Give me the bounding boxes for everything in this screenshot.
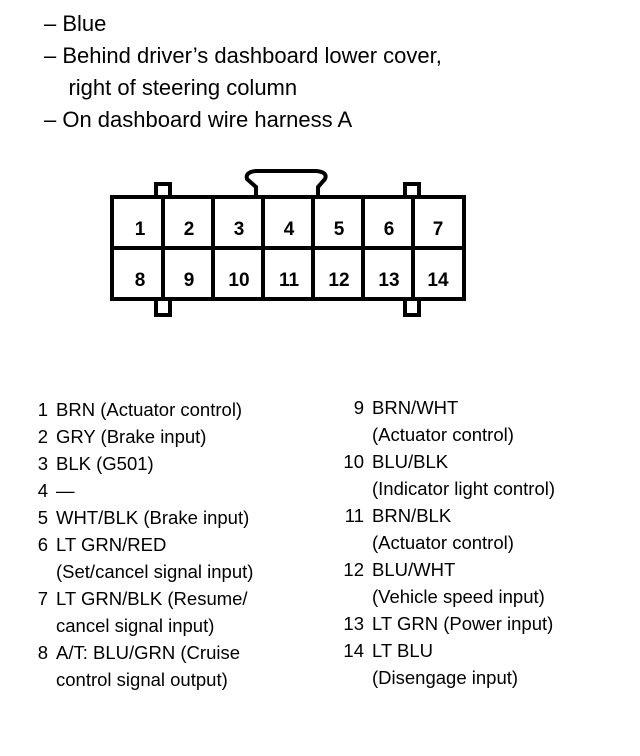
pin-number: 8 xyxy=(37,642,48,663)
pin-number: 1 xyxy=(37,399,48,420)
pin-label: 8 xyxy=(134,270,146,291)
pin-label: 14 xyxy=(427,270,449,291)
pin-number: 13 xyxy=(343,613,364,634)
pin-description: (Disengage input) xyxy=(372,667,519,688)
pin-label: 12 xyxy=(328,270,350,291)
pin-entry xyxy=(338,502,555,556)
pin-number: 9 xyxy=(353,397,364,418)
top-left-tab xyxy=(156,184,170,197)
pin-label: 13 xyxy=(378,270,400,291)
pin-entry xyxy=(338,610,555,637)
pin-number: 4 xyxy=(37,480,48,501)
pin-description: A/T: BLU/GRN (Cruise xyxy=(56,642,241,663)
pin-description: control signal output) xyxy=(56,669,228,690)
pin-entry xyxy=(22,477,253,504)
pin-entry xyxy=(338,394,555,448)
note-location: – Behind driver’s dashboard lower cover, xyxy=(44,43,442,68)
pin-entry xyxy=(22,450,253,477)
pin-description: cancel signal input) xyxy=(56,615,215,636)
pin-label: 5 xyxy=(333,219,345,240)
pin-label: 6 xyxy=(383,219,395,240)
pin-description: LT BLU xyxy=(372,640,434,661)
pin-description: BRN/WHT xyxy=(372,397,459,418)
pin-label: 11 xyxy=(278,270,300,291)
pin-description: BRN/BLK xyxy=(372,505,452,526)
pin-number: 11 xyxy=(344,505,364,526)
pin-entry xyxy=(22,504,253,531)
top-right-tab xyxy=(405,184,419,197)
pin-description: (Actuator control) xyxy=(372,532,514,553)
pin-number: 3 xyxy=(37,453,48,474)
pin-entry xyxy=(22,423,253,450)
pin-entry xyxy=(22,396,253,423)
top-row-pins xyxy=(135,219,444,240)
pin-description: (Set/cancel signal input) xyxy=(56,561,254,582)
note-harness: – On dashboard wire harness A xyxy=(44,107,353,132)
pin-label: 9 xyxy=(183,270,195,291)
pin-label: 7 xyxy=(432,219,444,240)
pin-list-right xyxy=(338,394,555,691)
pin-description: BLU/WHT xyxy=(372,559,456,580)
pin-label: 4 xyxy=(283,219,295,240)
pin-label: 10 xyxy=(228,270,250,291)
pin-entry xyxy=(338,448,555,502)
connector-diagram xyxy=(0,0,640,330)
pin-label: 3 xyxy=(233,219,245,240)
note-color: – Blue xyxy=(44,11,107,36)
pin-description: — xyxy=(56,480,75,501)
pin-entry xyxy=(338,556,555,610)
pin-description: LT GRN (Power input) xyxy=(372,613,554,634)
pin-description: (Actuator control) xyxy=(372,424,514,445)
pin-entry xyxy=(22,585,253,639)
pin-number: 2 xyxy=(37,426,48,447)
pin-description: BLU/BLK xyxy=(372,451,449,472)
bottom-row-pins xyxy=(135,270,449,291)
bottom-left-tab xyxy=(156,299,170,315)
pin-number: 7 xyxy=(37,588,48,609)
locking-tab xyxy=(247,171,326,197)
pin-number: 10 xyxy=(343,451,364,472)
pin-description: BRN (Actuator control) xyxy=(56,399,243,420)
pin-description: LT GRN/BLK (Resume/ xyxy=(56,588,248,609)
pin-number: 12 xyxy=(343,559,364,580)
connector-tabs xyxy=(156,171,419,315)
pin-list-left xyxy=(22,396,253,693)
pin-description: (Indicator light control) xyxy=(372,478,556,499)
bottom-right-tab xyxy=(405,299,419,315)
pin-number: 14 xyxy=(343,640,364,661)
pin-description: WHT/BLK (Brake input) xyxy=(56,507,250,528)
pin-entry xyxy=(338,637,555,691)
pin-number: 5 xyxy=(37,507,48,528)
pin-label: 2 xyxy=(183,219,195,240)
pin-description: (Vehicle speed input) xyxy=(372,586,545,607)
pin-number: 6 xyxy=(37,534,48,555)
pin-description: BLK (G501) xyxy=(56,453,154,474)
note-location-cont: right of steering column xyxy=(44,75,298,100)
pin-description: LT GRN/RED xyxy=(56,534,167,555)
pin-description: GRY (Brake input) xyxy=(56,426,207,447)
pin-entry xyxy=(22,531,253,585)
pin-entry xyxy=(22,639,253,693)
pin-label: 1 xyxy=(134,219,146,240)
